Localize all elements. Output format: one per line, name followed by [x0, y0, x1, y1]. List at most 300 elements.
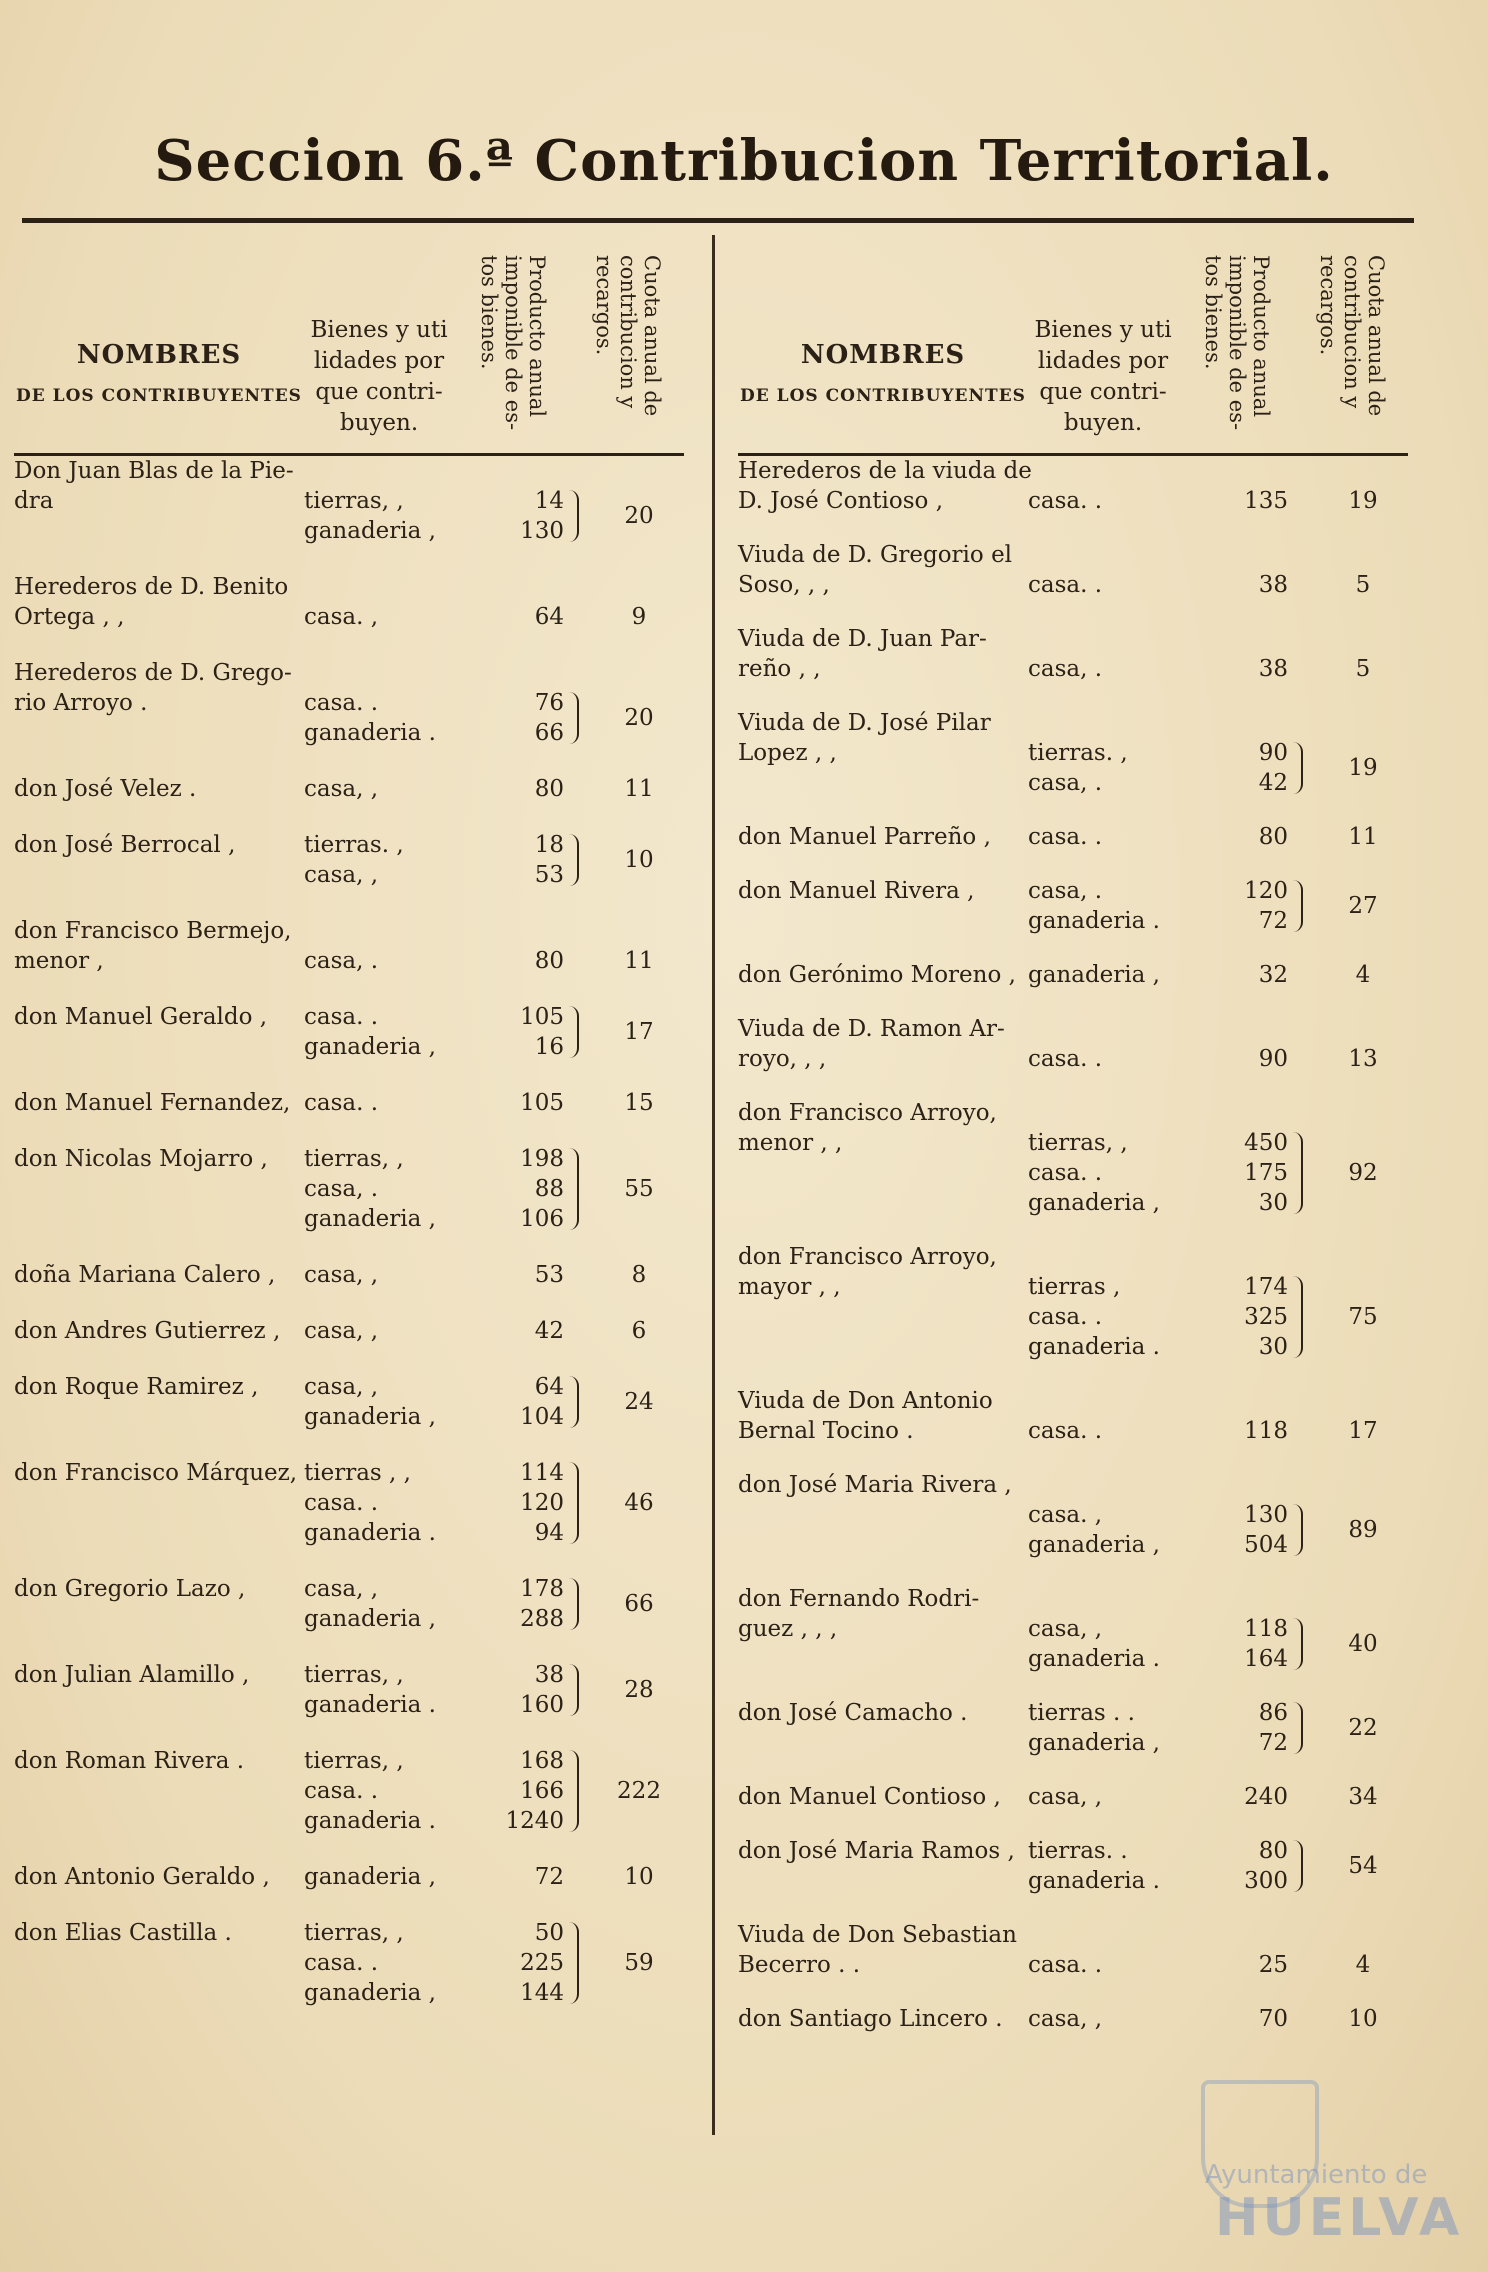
product-value: 94	[534, 1520, 564, 1546]
property-item: ganaderia ,	[304, 1606, 436, 1632]
brace-mark	[567, 1578, 579, 1630]
contributor-name: don Francisco Márquez,	[14, 1460, 298, 1486]
cuota-value: 54	[1348, 1853, 1378, 1879]
property-items	[304, 1088, 454, 1118]
table-row	[738, 1782, 1408, 1836]
table-row	[14, 1144, 684, 1260]
product-value: 325	[1244, 1304, 1288, 1330]
contributor-name: don Roque Ramirez ,	[14, 1374, 259, 1400]
product-value: 106	[520, 1206, 564, 1232]
right-column	[738, 225, 1408, 2058]
property-item: tierras, ,	[304, 488, 404, 514]
product-value: 76	[534, 690, 564, 716]
property-item: ganaderia ,	[304, 1206, 436, 1232]
product-value: 80	[534, 776, 564, 802]
header-names	[738, 340, 1028, 406]
property-item: tierras . .	[1028, 1700, 1135, 1726]
property-items	[1028, 1416, 1178, 1446]
table-row	[738, 540, 1408, 624]
product-values	[1178, 960, 1288, 990]
property-item: ganaderia .	[1028, 1646, 1160, 1672]
table-row	[738, 1098, 1408, 1242]
product-value: 38	[534, 1662, 564, 1688]
table-row	[14, 1372, 684, 1458]
product-value: 64	[534, 1374, 564, 1400]
property-items	[304, 1660, 454, 1720]
product-value: 166	[520, 1778, 564, 1804]
contributor-name: don José Maria Ramos ,	[738, 1838, 1015, 1864]
product-value: 42	[534, 1318, 564, 1344]
property-items	[304, 1144, 454, 1234]
property-item: casa. .	[304, 1490, 379, 1516]
brace-mark	[567, 834, 579, 886]
cuota-value: 8	[631, 1262, 647, 1288]
property-items	[304, 1372, 454, 1432]
brace-mark	[567, 1922, 579, 2004]
product-values	[454, 1862, 564, 1892]
product-value: 120	[1244, 878, 1288, 904]
contributor-name: don Manuel Parreño ,	[738, 824, 991, 850]
product-value: 130	[1244, 1502, 1288, 1528]
cuota-value: 17	[1348, 1418, 1378, 1444]
cuota-value: 5	[1355, 572, 1371, 598]
header-names	[14, 340, 304, 406]
table-row	[14, 774, 684, 830]
product-values	[454, 1316, 564, 1346]
header-bienes: Bienes y uti lidades por que contri- buyen.	[310, 317, 448, 436]
property-items	[304, 1746, 454, 1836]
brace-mark	[1291, 1618, 1303, 1670]
product-values	[1178, 1782, 1288, 1812]
product-values	[1178, 1698, 1288, 1758]
property-item: casa. .	[1028, 1418, 1103, 1444]
table-row	[14, 1574, 684, 1660]
right-rows	[738, 456, 1408, 2058]
property-item: ganaderia .	[1028, 1334, 1160, 1360]
product-values	[1178, 876, 1288, 936]
product-values	[1178, 1044, 1288, 1074]
product-value: 32	[1258, 962, 1288, 988]
product-value: 53	[534, 1262, 564, 1288]
cuota-value: 89	[1348, 1517, 1378, 1543]
brace-mark	[1291, 880, 1303, 932]
cuota-value: 10	[624, 1864, 654, 1890]
product-values	[454, 1458, 564, 1548]
product-value: 225	[520, 1950, 564, 1976]
property-items	[1028, 1044, 1178, 1074]
property-items	[1028, 1614, 1178, 1674]
cuota-value: 11	[624, 776, 654, 802]
property-item: casa, .	[304, 948, 379, 974]
table-row	[738, 1014, 1408, 1098]
contributor-name: don Manuel Geraldo ,	[14, 1004, 268, 1030]
table-row	[738, 1584, 1408, 1698]
cuota-value: 20	[624, 503, 654, 529]
table-row	[738, 1470, 1408, 1584]
contributor-name: don Gerónimo Moreno ,	[738, 962, 1016, 988]
cuota-value: 28	[624, 1677, 654, 1703]
watermark	[1095, 2080, 1464, 2260]
product-value: 38	[1258, 572, 1288, 598]
property-item: casa, ,	[304, 862, 379, 888]
contributor-name: don Julian Alamillo ,	[14, 1662, 250, 1688]
property-items	[304, 1918, 454, 2008]
left-column	[14, 225, 684, 2034]
cuota-value: 19	[1348, 755, 1378, 781]
table-row	[14, 1002, 684, 1088]
contributor-name: Viuda de Don Antonio Bernal Tocino .	[738, 1388, 993, 1444]
property-items	[1028, 1698, 1178, 1758]
property-item: casa, ,	[1028, 2006, 1103, 2032]
table-row	[738, 876, 1408, 960]
table-row	[14, 830, 684, 916]
product-value: 160	[520, 1692, 564, 1718]
product-values	[454, 1260, 564, 1290]
product-values	[1178, 1416, 1288, 1446]
property-items	[1028, 486, 1178, 516]
property-item: ganaderia ,	[304, 1980, 436, 2006]
property-item: ganaderia ,	[1028, 962, 1160, 988]
product-value: 144	[520, 1980, 564, 2006]
watermark-line1: Ayuntamiento de	[1205, 2160, 1428, 2190]
property-item: casa, ,	[304, 776, 379, 802]
property-item: ganaderia .	[304, 720, 436, 746]
product-values	[454, 1088, 564, 1118]
table-row	[738, 1386, 1408, 1470]
table-row	[738, 960, 1408, 1014]
property-items	[304, 1862, 454, 1892]
product-value: 135	[1244, 488, 1288, 514]
product-value: 25	[1258, 1952, 1288, 1978]
contributor-name: Herederos de D. Grego- rio Arroyo .	[14, 660, 292, 716]
property-item: tierras, ,	[304, 1920, 404, 1946]
property-item: ganaderia .	[304, 1692, 436, 1718]
cuota-value: 75	[1348, 1304, 1378, 1330]
top-rule	[22, 218, 1414, 223]
property-item: ganaderia ,	[1028, 1532, 1160, 1558]
product-values	[1178, 822, 1288, 852]
contributor-name: don Gregorio Lazo ,	[14, 1576, 246, 1602]
property-item: casa. .	[1028, 824, 1103, 850]
property-items	[304, 688, 454, 748]
property-items	[1028, 1782, 1178, 1812]
property-item: tierras, ,	[304, 1748, 404, 1774]
header-bienes: Bienes y uti lidades por que contri- buyen.	[1034, 317, 1172, 436]
product-value: 105	[520, 1004, 564, 1030]
product-values	[454, 1372, 564, 1432]
brace-mark	[567, 1006, 579, 1058]
contributor-name: Viuda de D. Juan Par- reño , ,	[738, 626, 987, 682]
property-item: casa. .	[304, 1778, 379, 1804]
cuota-value: 92	[1348, 1160, 1378, 1186]
table-row	[14, 1316, 684, 1372]
header-names-sub: DE LOS CONTRIBUYENTES	[740, 386, 1026, 406]
cuota-value: 4	[1355, 1952, 1371, 1978]
table-row	[14, 572, 684, 658]
table-row	[738, 1698, 1408, 1782]
product-value: 105	[520, 1090, 564, 1116]
product-value: 198	[520, 1146, 564, 1172]
table-row	[14, 1458, 684, 1574]
contributor-name: don Francisco Arroyo, mayor , ,	[738, 1244, 997, 1300]
property-item: casa. .	[304, 1090, 379, 1116]
product-values	[454, 602, 564, 632]
property-item: casa, ,	[304, 1576, 379, 1602]
cuota-value: 5	[1355, 656, 1371, 682]
property-item: casa. .	[304, 1004, 379, 1030]
cuota-value: 34	[1348, 1784, 1378, 1810]
contributor-name: don Manuel Rivera ,	[738, 878, 975, 904]
cuota-value: 17	[624, 1019, 654, 1045]
property-items	[304, 830, 454, 890]
product-value: 300	[1244, 1868, 1288, 1894]
table-row	[738, 2004, 1408, 2058]
brace-mark	[567, 692, 579, 744]
property-items	[304, 1260, 454, 1290]
product-value: 18	[534, 832, 564, 858]
product-values	[454, 830, 564, 890]
cuota-value: 27	[1348, 893, 1378, 919]
property-items	[304, 602, 454, 632]
property-item: tierras, ,	[1028, 1130, 1128, 1156]
property-item: casa. ,	[304, 604, 379, 630]
brace-mark	[1291, 742, 1303, 794]
property-item: ganaderia ,	[304, 518, 436, 544]
cuota-value: 10	[624, 847, 654, 873]
product-value: 80	[534, 948, 564, 974]
property-item: ganaderia ,	[1028, 1730, 1160, 1756]
cuota-value: 24	[624, 1389, 654, 1415]
cuota-value: 40	[1348, 1631, 1378, 1657]
product-value: 38	[1258, 656, 1288, 682]
property-items	[1028, 738, 1178, 798]
product-value: 42	[1258, 770, 1288, 796]
product-values	[1178, 1272, 1288, 1362]
property-item: tierras, ,	[304, 1662, 404, 1688]
product-value: 16	[534, 1034, 564, 1060]
cuota-value: 6	[631, 1318, 647, 1344]
product-values	[1178, 1836, 1288, 1896]
property-item: casa, .	[1028, 656, 1103, 682]
contributor-name: don Andres Gutierrez ,	[14, 1318, 281, 1344]
brace-mark	[567, 1664, 579, 1716]
contributor-name: don Nicolas Mojarro ,	[14, 1146, 268, 1172]
contributor-name: don Antonio Geraldo ,	[14, 1864, 270, 1890]
product-value: 90	[1258, 740, 1288, 766]
contributor-name: don José Velez .	[14, 776, 197, 802]
property-item: ganaderia .	[1028, 908, 1160, 934]
cuota-value: 4	[1355, 962, 1371, 988]
property-item: casa, .	[304, 1176, 379, 1202]
product-value: 168	[520, 1748, 564, 1774]
product-value: 175	[1244, 1160, 1288, 1186]
contributor-name: don Roman Rivera .	[14, 1748, 245, 1774]
product-value: 114	[520, 1460, 564, 1486]
table-row	[14, 1088, 684, 1144]
property-item: tierras. .	[1028, 1838, 1128, 1864]
contributor-name: Viuda de D. Ramon Ar- royo, , ,	[738, 1016, 1005, 1072]
product-values	[1178, 1128, 1288, 1218]
contributor-name: don Manuel Contioso ,	[738, 1784, 1001, 1810]
brace-mark	[567, 1376, 579, 1428]
table-header: NOMBRES DE LOS CONTRIBUYENTES Bienes y uti lidades por que contri- buyen. Producto anual imponible de es- tos bienes. Cuota anual de contribucion y recargos.	[738, 225, 1408, 456]
cuota-value: 10	[1348, 2006, 1378, 2032]
cuota-value: 19	[1348, 488, 1378, 514]
property-item: ganaderia .	[1028, 1868, 1160, 1894]
product-value: 88	[534, 1176, 564, 1202]
property-item: ganaderia ,	[304, 1034, 436, 1060]
product-value: 104	[520, 1404, 564, 1430]
property-item: casa. ,	[1028, 1502, 1103, 1528]
column-divider	[712, 235, 715, 2135]
product-values	[1178, 1500, 1288, 1560]
product-value: 118	[1244, 1616, 1288, 1642]
page-title: Seccion 6.ª Contribucion Territorial.	[154, 128, 1334, 194]
product-value: 130	[520, 518, 564, 544]
product-value: 450	[1244, 1130, 1288, 1156]
property-item: tierras. ,	[304, 832, 404, 858]
cuota-value: 15	[624, 1090, 654, 1116]
property-items	[1028, 822, 1178, 852]
brace-mark	[567, 1462, 579, 1544]
property-item: casa. .	[1028, 1046, 1103, 1072]
brace-mark	[567, 490, 579, 542]
table-row	[738, 822, 1408, 876]
cuota-value: 13	[1348, 1046, 1378, 1072]
contributor-name: Herederos de la viuda de D. José Contioso ,	[738, 458, 1032, 514]
brace-mark	[1291, 1504, 1303, 1556]
brace-mark	[1291, 1276, 1303, 1358]
property-items	[304, 1574, 454, 1634]
product-values	[1178, 570, 1288, 600]
property-item: ganaderia .	[304, 1808, 436, 1834]
property-items	[1028, 1950, 1178, 1980]
product-value: 118	[1244, 1418, 1288, 1444]
property-item: casa. .	[1028, 1160, 1103, 1186]
cuota-value: 11	[624, 948, 654, 974]
cuota-value: 9	[631, 604, 647, 630]
property-items	[1028, 570, 1178, 600]
table-row	[738, 624, 1408, 708]
product-value: 1240	[505, 1808, 564, 1834]
brace-mark	[567, 1750, 579, 1832]
property-items	[1028, 1272, 1178, 1362]
product-values	[1178, 486, 1288, 516]
table-row	[738, 1242, 1408, 1386]
table-row	[738, 1836, 1408, 1920]
product-values	[454, 1746, 564, 1836]
contributor-name: Viuda de Don Sebastian Becerro . .	[738, 1922, 1017, 1978]
product-value: 80	[1258, 824, 1288, 850]
product-value: 164	[1244, 1646, 1288, 1672]
table-row	[14, 1260, 684, 1316]
table-row	[14, 1862, 684, 1918]
property-item: tierras, ,	[304, 1146, 404, 1172]
property-item: ganaderia ,	[1028, 1190, 1160, 1216]
contributor-name: Viuda de D. José Pilar Lopez , ,	[738, 710, 991, 766]
product-value: 80	[1258, 1838, 1288, 1864]
product-values	[454, 1574, 564, 1634]
product-value: 174	[1244, 1274, 1288, 1300]
product-value: 120	[520, 1490, 564, 1516]
product-values	[1178, 1950, 1288, 1980]
cuota-value: 22	[1348, 1715, 1378, 1741]
contributor-name: doña Mariana Calero ,	[14, 1262, 276, 1288]
watermark-line2: HUELVA	[1215, 2188, 1464, 2248]
cuota-value: 46	[624, 1490, 654, 1516]
property-items	[1028, 2004, 1178, 2034]
product-value: 86	[1258, 1700, 1288, 1726]
property-item: casa, ,	[1028, 1616, 1103, 1642]
header-names-label: NOMBRES	[800, 340, 966, 370]
product-value: 72	[1258, 1730, 1288, 1756]
product-values	[454, 1660, 564, 1720]
property-item: casa, .	[1028, 878, 1103, 904]
cuota-value: 55	[624, 1176, 654, 1202]
table-row	[14, 658, 684, 774]
product-values	[454, 486, 564, 546]
property-item: casa. .	[1028, 1304, 1103, 1330]
brace-mark	[1291, 1702, 1303, 1754]
contributor-name: don Manuel Fernandez,	[14, 1090, 291, 1116]
property-items	[304, 1002, 454, 1062]
property-items	[304, 1458, 454, 1548]
property-item: casa. .	[304, 1950, 379, 1976]
table-row	[14, 1660, 684, 1746]
product-value: 14	[534, 488, 564, 514]
product-values	[1178, 654, 1288, 684]
product-value: 504	[1244, 1532, 1288, 1558]
product-value: 70	[1258, 2006, 1288, 2032]
product-values	[1178, 738, 1288, 798]
product-values	[454, 774, 564, 804]
product-value: 178	[520, 1576, 564, 1602]
product-values	[454, 1002, 564, 1062]
property-item: casa. .	[1028, 572, 1103, 598]
cuota-value: 20	[624, 705, 654, 731]
contributor-name: Viuda de D. Gregorio el Soso, , ,	[738, 542, 1013, 598]
property-item: casa, ,	[304, 1318, 379, 1344]
product-values	[1178, 2004, 1288, 2034]
cuota-value: 59	[624, 1950, 654, 1976]
brace-mark	[1291, 1132, 1303, 1214]
property-item: ganaderia ,	[304, 1404, 436, 1430]
contributor-name: don Francisco Bermejo, menor ,	[14, 918, 292, 974]
table-row	[738, 708, 1408, 822]
property-items	[1028, 960, 1178, 990]
table-row	[14, 456, 684, 572]
property-items	[304, 1316, 454, 1346]
property-item: casa, ,	[1028, 1784, 1103, 1810]
contributor-name: don Francisco Arroyo, menor , ,	[738, 1100, 997, 1156]
product-value: 50	[534, 1920, 564, 1946]
property-items	[304, 774, 454, 804]
contributor-name: Herederos de D. Benito Ortega , ,	[14, 574, 289, 630]
product-value: 240	[1244, 1784, 1288, 1810]
table-row	[14, 916, 684, 1002]
contributor-name: don José Camacho .	[738, 1700, 968, 1726]
brace-mark	[1291, 1840, 1303, 1892]
product-value: 30	[1258, 1190, 1288, 1216]
property-items	[1028, 1128, 1178, 1218]
brace-mark	[567, 1148, 579, 1230]
product-value: 64	[534, 604, 564, 630]
property-item: casa. .	[1028, 1952, 1103, 1978]
property-items	[1028, 1500, 1178, 1560]
product-value: 72	[534, 1864, 564, 1890]
property-item: casa, ,	[304, 1262, 379, 1288]
property-item: casa. .	[1028, 488, 1103, 514]
